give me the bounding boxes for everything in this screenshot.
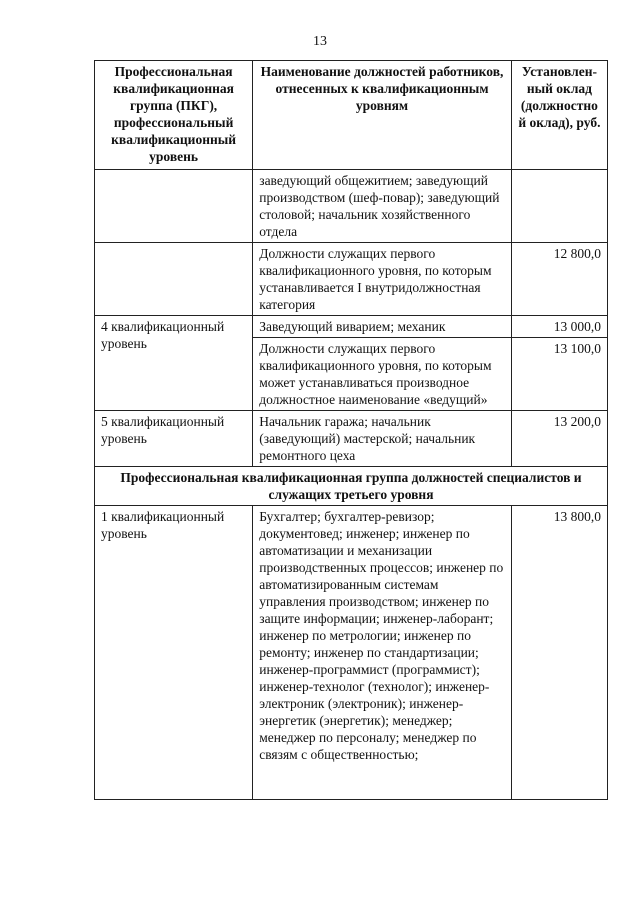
positions-cell: заведующий общежитием; заведующий производством (шеф-повар); заведующий столовой; начальник хозяйственного отдела xyxy=(253,170,512,243)
header-pkg: Профессиональная квалификационная группа (ПКГ), профессиональный квалификационный уровень xyxy=(95,61,253,170)
table-row xyxy=(95,243,608,316)
level-cell: 1 квалификационный уровень xyxy=(95,506,253,800)
positions-cell: Должности служащих первого квалификационного уровня, по которым устанавливается I внутридолжностная категория xyxy=(253,243,512,316)
salary-cell: 13 000,0 xyxy=(511,316,607,338)
group-title: Профессиональная квалификационная группа должностей специалистов и служащих третьего уровня xyxy=(95,467,608,506)
table-row xyxy=(95,411,608,467)
positions-cell: Должности служащих первого квалификационного уровня, по которым может устанавливаться производное должностное наименование «ведущий» xyxy=(253,338,512,411)
salary-cell: 13 800,0 xyxy=(511,506,607,800)
page-number: 13 xyxy=(313,34,327,49)
salary-cell: 12 800,0 xyxy=(511,243,607,316)
level-cell xyxy=(95,170,253,243)
positions-cell: Начальник гаража; начальник (заведующий) мастерской; начальник ремонтного цеха xyxy=(253,411,512,467)
positions-cell: Бухгалтер; бухгалтер-ревизор; документовед; инженер; инженер по автоматизации и механизации производственных процессов; инженер по автоматизированным системам управления производством; инженер по защите информации; инженер-лаборант; инженер по метрологии; инженер по ремонту; инженер по стандартизации; инженер-программист (программист); инженер-технолог (технолог); инженер-электроник (электроник); инженер-энергетик (энергетик); менеджер; менеджер по персоналу; менеджер по связям с общественностью; xyxy=(253,506,512,800)
salary-table xyxy=(94,60,608,800)
header-salary: Установлен-ный оклад (должностно й оклад), руб. xyxy=(511,61,607,170)
level-cell: 5 квалификационный уровень xyxy=(95,411,253,467)
salary-cell xyxy=(511,170,607,243)
salary-cell: 13 100,0 xyxy=(511,338,607,411)
header-positions: Наименование должностей работников, отнесенных к квалификационным уровням xyxy=(253,61,512,170)
group-header-row xyxy=(95,467,608,506)
salary-cell: 13 200,0 xyxy=(511,411,607,467)
table-row xyxy=(95,316,608,338)
table-row xyxy=(95,170,608,243)
level-cell: 4 квалификационный уровень xyxy=(95,316,253,411)
table-row xyxy=(95,506,608,800)
level-cell xyxy=(95,243,253,316)
table-header-row xyxy=(95,61,608,170)
positions-cell: Заведующий виварием; механик xyxy=(253,316,512,338)
